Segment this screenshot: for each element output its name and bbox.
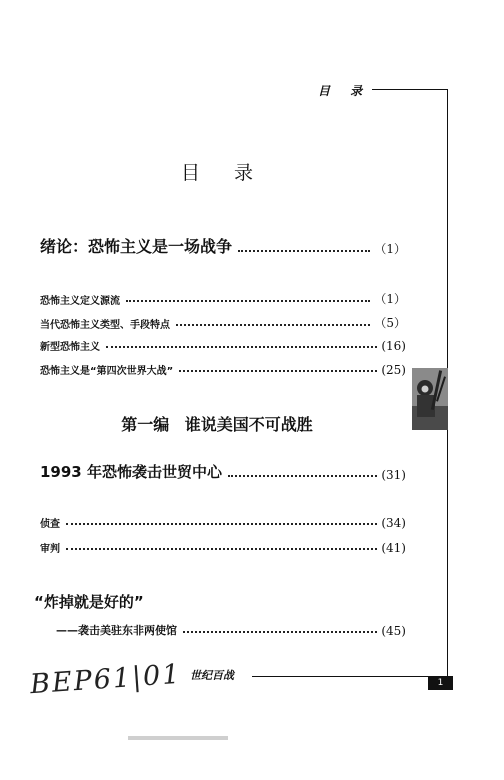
toc-entry-1993[interactable] [40, 461, 406, 482]
scan-artifact [128, 736, 228, 740]
toc-entry-title: 绪论：恐怖主义是一场战争 [40, 237, 233, 256]
dot-leader [238, 250, 370, 252]
part-heading: 第一编 谁说美国不可战胜 [121, 415, 313, 434]
toc-subentry[interactable] [40, 362, 406, 377]
toc-subentry[interactable] [40, 515, 406, 530]
dot-leader [183, 631, 377, 633]
toc-subentry[interactable] [40, 290, 406, 307]
dot-leader [66, 523, 377, 525]
dot-leader [176, 324, 370, 326]
toc-subentry[interactable] [40, 338, 406, 353]
page-number: 1 [428, 676, 453, 690]
toc-entry-subtitle: ——袭击美驻东非两使馆 [56, 624, 177, 637]
toc-entry-intro[interactable] [40, 234, 406, 257]
toc-page-number: (25) [381, 363, 406, 377]
toc-entry-bombing-title[interactable]: “炸掉就是好的” [34, 593, 144, 611]
toc-page-number: (45) [381, 624, 406, 638]
toc-page-number: (41) [381, 541, 406, 555]
running-header-label: 目 录 [318, 84, 371, 98]
dot-leader [126, 300, 370, 302]
footer-rule [252, 676, 430, 677]
toc-page-number: （5） [374, 316, 406, 330]
toc-entry-bombing[interactable] [56, 622, 406, 638]
dot-leader [66, 548, 377, 550]
toc-page-number: (16) [381, 339, 406, 353]
page-title: 目 录 [180, 162, 254, 184]
toc-subentry[interactable] [40, 540, 406, 555]
dot-leader [106, 346, 377, 348]
toc-page-number: （1） [374, 292, 406, 306]
toc-subentry-title: 审判 [40, 544, 60, 555]
toc-subentry-title: 新型恐怖主义 [40, 342, 100, 353]
dot-leader [228, 475, 377, 477]
toc-page-number: （1） [374, 242, 406, 256]
dot-leader [179, 370, 377, 372]
toc-subentry-title: 侦查 [40, 519, 60, 530]
toc-entry-title: 1993 年恐怖袭击世贸中心 [40, 463, 222, 481]
header-rule [372, 89, 448, 90]
toc-subentry-title: 当代恐怖主义类型、手段特点 [40, 320, 170, 331]
toc-subentry[interactable] [40, 314, 406, 331]
handwritten-note: BEP61|01 [29, 658, 183, 701]
toc-page-number: (31) [381, 468, 406, 482]
footer-series-label: 世纪百战 [190, 669, 234, 682]
toc-page-number: (34) [381, 516, 406, 530]
toc-subentry-title: 恐怖主义是“第四次世界大战” [40, 366, 174, 377]
toc-subentry-title: 恐怖主义定义源流 [40, 296, 120, 307]
